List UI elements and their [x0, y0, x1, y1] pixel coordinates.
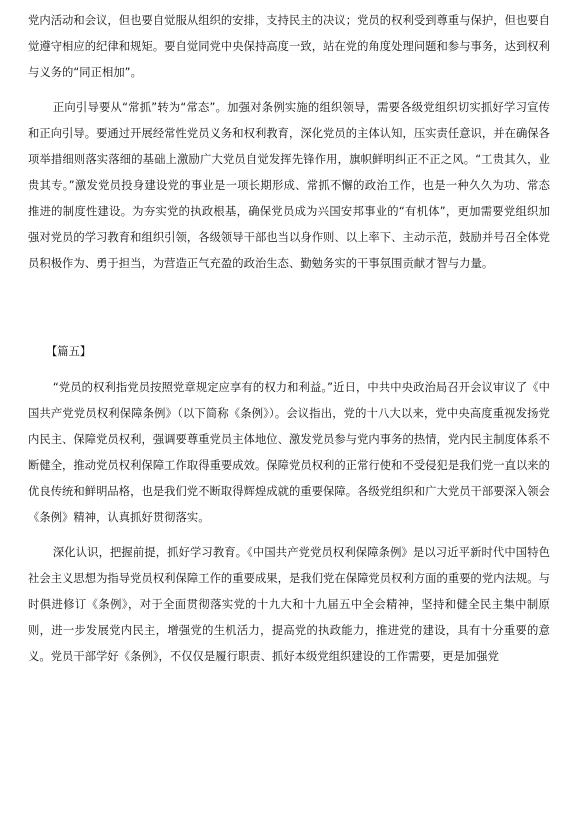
heading-spacer	[28, 365, 550, 375]
paragraph-positive-guidance: 正向引导要从“常抓”转为“常态”。加强对条例实施的组织领导，需要各级党组织切实抓好学习宣传和正向引导。要通过开展经常性党员义务和权利教育，深化党员的主体认知，压实责任意识，并在确保各项举措细则落实落细的基础上激励广大党员自觉发挥先锋作用，旗帜鲜明纠正不正之风。“工贵其久，业贵其专。”激发党员投身建设党的事业是一项长期形成、常抓不懈的政治工作，也是一种久久为功、常态推进的制度性建设。为夯实党的执政根基，确保党员成为兴国安邦事业的“有机体”，更加需要党组织加强对党员的学习教育和组织引领，各级领导干部也当以身作则、以上率下、主动示范，鼓励并号召全体党员积极作为、勇于担当，为营造正气充盈的政治生态、勤勉务实的干事氛围贡献才智与力量。	[28, 101, 550, 270]
paragraph-deepen-understanding: 深化认识，把握前提，抓好学习教育。《中国共产党党员权利保障条例》是以习近平新时代中国特色社会主义思想为指导党员权利保障工作的重要成果，是我们党在保障党员权利方面的重要的党内法规。与时俱进修订《条例》，对于全面贯彻落实党的十九大和十九届五中全会精神，坚持和健全民主集中制原则，进一步发展党内民主，增强党的生机活力，提高党的执政能力，推进党的建设，具有十分重要的意义。党员干部学好《条例》，不仅仅是履行职责、抓好本级党组织建设的工作需要，更是加强党	[28, 546, 550, 663]
paragraph-spacer	[28, 86, 550, 95]
paragraph-rights-regulation: “党员的权利指党员按照党章规定应享有的权力和利益。”近日，中共中央政治局召开会议审议了《中国共产党党员权利保障条例》（以下简称《条例》）。会议指出，党的十八大以来，党中央高度重视发扬党内民主、保障党员权利，强调要尊重党员主体地位、激发党员参与党内事务的热情，党内民主制度体系不断健全，推动党员权利保障工作取得重要成效。保障党员权利的正常行使和不受侵犯是我们党一直以来的优良传统和鲜明品格，也是我们党不断取得辉煌成就的重要保障。各级党组织和广大党员干部要深入领会《条例》精神，认真抓好贯彻落实。	[28, 381, 550, 524]
paragraph-continuation: 党内活动和会议，但也要自觉服从组织的安排，支持民主的决议；党员的权利受到尊重与保护，但也要自觉遵守相应的纪律和规矩。要自觉同党中央保持高度一致，站在党的角度处理问题和参与事务，达到权利与义务的“同正相加”。	[28, 14, 550, 79]
section-spacer	[28, 277, 550, 339]
paragraph-spacer	[28, 531, 550, 540]
section-heading: 【篇五】	[46, 345, 92, 358]
